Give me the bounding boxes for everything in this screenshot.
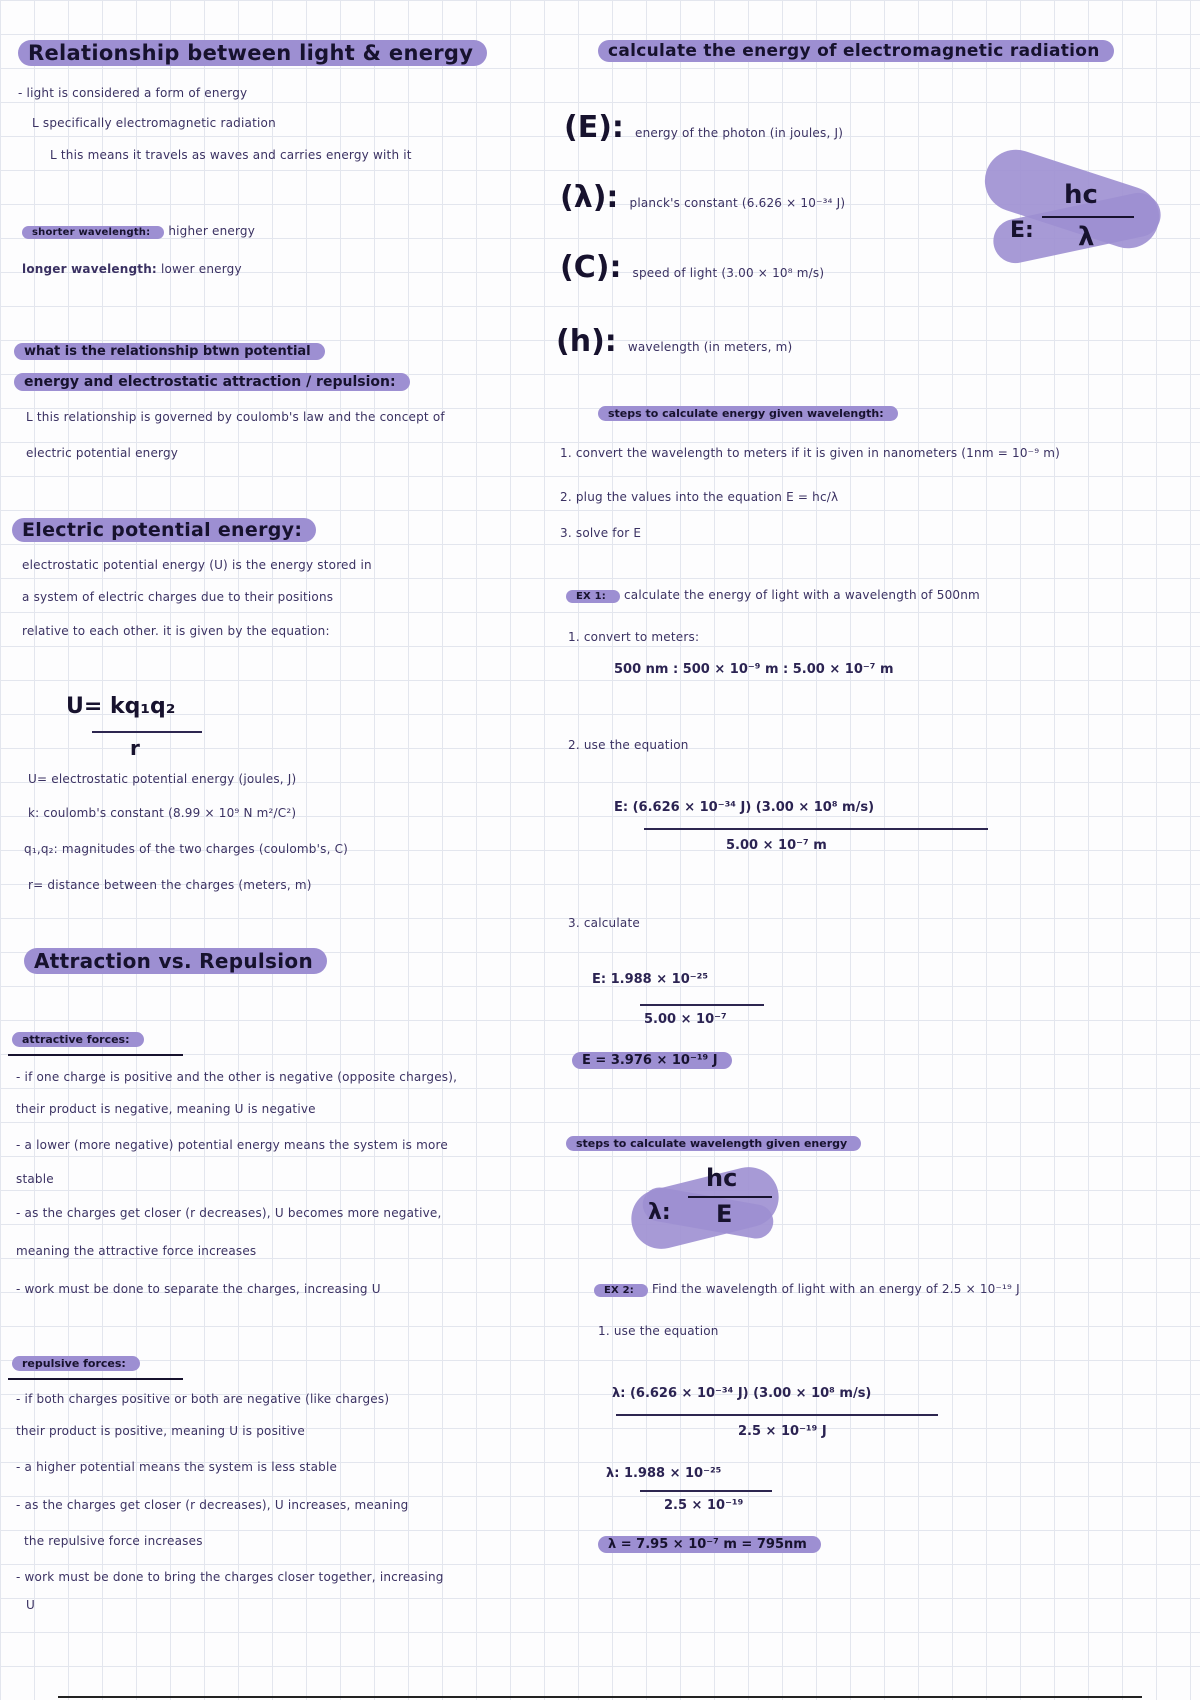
coulomb-denominator: r (130, 736, 140, 760)
example-numerator: λ: (6.626 × 10⁻³⁴ J) (3.00 × 10⁸ m/s) (612, 1386, 872, 1401)
example-1-answer: E = 3.976 × 10⁻¹⁹ J (572, 1052, 732, 1069)
repulsive-line: the repulsive force increases (24, 1534, 203, 1548)
note-line: relative to each other. it is given by the equation: (22, 624, 330, 638)
fraction-bar (616, 1414, 938, 1416)
fraction-bar (640, 1490, 772, 1492)
title-attraction-repulsion: Attraction vs. Repulsion (24, 948, 327, 974)
example-numerator: E: 1.988 × 10⁻²⁵ (592, 972, 709, 987)
title-relationship-b: energy and electrostatic attraction / repulsion: (14, 371, 410, 391)
step-line: 3. solve for E (560, 526, 642, 540)
symbol-row-e (564, 110, 843, 145)
example-step: 2. use the equation (568, 738, 689, 752)
definition-e: energy of the photon (in joules, J) (635, 126, 844, 140)
attractive-line: - a lower (more negative) potential energy means the system is more (16, 1138, 448, 1152)
note-line: electric potential energy (26, 446, 179, 460)
definition-c: speed of light (3.00 × 10⁸ m/s) (632, 266, 825, 280)
steps-energy-title: steps to calculate energy given wavelength: (598, 406, 898, 421)
long-wavelength-row (22, 262, 242, 276)
example-1-header (566, 588, 980, 603)
fraction-bar (688, 1196, 772, 1198)
definition-r: r= distance between the charges (meters, m) (28, 878, 312, 892)
formula-denominator: λ (1078, 222, 1095, 252)
repulsive-line: - a higher potential means the system is less stable (16, 1460, 338, 1474)
symbol-e: (E): (564, 110, 624, 145)
short-wavelength-label: shorter wavelength: (22, 226, 164, 239)
formula-2-numerator: hc (706, 1164, 738, 1192)
formula-2-lhs: λ: (648, 1200, 671, 1225)
repulsive-line: U (26, 1598, 35, 1612)
note-line: a system of electric charges due to their positions (22, 590, 334, 604)
example-denominator: 2.5 × 10⁻¹⁹ (664, 1498, 744, 1513)
formula-lhs: E: (1010, 218, 1034, 243)
definition-k: k: coulomb's constant (8.99 × 10⁹ N m²/C²) (28, 806, 297, 820)
repulsive-line: - as the charges get closer (r decreases), U increases, meaning (16, 1498, 409, 1512)
definition-h: wavelength (in meters, m) (627, 340, 793, 354)
example-step: 1. use the equation (598, 1324, 719, 1338)
note-line: L this means it travels as waves and carries energy with it (50, 148, 412, 162)
symbol-row-c (560, 250, 824, 285)
fraction-bar (1042, 216, 1134, 218)
short-wavelength-row (22, 224, 255, 239)
repulsive-forces-title: repulsive forces: (12, 1356, 140, 1371)
title-light-energy: Relationship between light & energy (18, 40, 487, 66)
symbol-c: (C): (560, 250, 622, 285)
note-line: L this relationship is governed by coulomb's law and the concept of (26, 410, 445, 424)
long-wavelength-label: longer wavelength: (22, 262, 157, 276)
example-2-tag: EX 2: (594, 1284, 648, 1297)
example-2-text: Find the wavelength of light with an energy of 2.5 × 10⁻¹⁹ J (652, 1282, 1020, 1296)
symbol-h: (h): (556, 324, 617, 359)
repulsive-line: - if both charges positive or both are negative (like charges) (16, 1392, 390, 1406)
step-line: 1. convert the wavelength to meters if it is given in nanometers (1nm = 10⁻⁹ m) (560, 446, 1060, 460)
step-line: 2. plug the values into the equation E = hc/λ (560, 490, 839, 504)
long-wavelength-text: lower energy (160, 262, 242, 276)
coulomb-numerator: U= kq₁q₂ (66, 694, 176, 719)
example-denominator: 5.00 × 10⁻⁷ m (726, 838, 827, 853)
note-line: L specifically electromagnetic radiation (32, 116, 276, 130)
symbol-lambda: (λ): (560, 180, 619, 215)
example-step: 3. calculate (568, 916, 640, 930)
title-calc-energy: calculate the energy of electromagnetic radiation (598, 40, 1114, 62)
example-step: 1. convert to meters: (568, 630, 700, 644)
title-electric-potential: Electric potential energy: (12, 518, 316, 542)
example-denominator: 5.00 × 10⁻⁷ (644, 1012, 727, 1027)
underline (8, 1054, 183, 1056)
example-2-header (594, 1282, 1020, 1297)
attractive-line: their product is negative, meaning U is negative (16, 1102, 316, 1116)
fraction-bar (640, 1004, 764, 1006)
short-wavelength-text: higher energy (168, 224, 256, 238)
example-1-text: calculate the energy of light with a wavelength of 500nm (624, 588, 980, 602)
definition-u: U= electrostatic potential energy (joules, J) (28, 772, 297, 786)
definition-lambda: planck's constant (6.626 × 10⁻³⁴ J) (629, 196, 846, 210)
example-conversion: 500 nm : 500 × 10⁻⁹ m : 5.00 × 10⁻⁷ m (614, 662, 894, 677)
example-numerator: λ: 1.988 × 10⁻²⁵ (606, 1466, 722, 1481)
example-1-tag: EX 1: (566, 590, 620, 603)
steps-wavelength-title: steps to calculate wavelength given energy (566, 1136, 861, 1151)
attractive-line: - as the charges get closer (r decreases), U becomes more negative, (16, 1206, 442, 1220)
symbol-row-lambda (560, 180, 845, 215)
title-relationship-a: what is the relationship btwn potential (14, 340, 325, 360)
underline (8, 1378, 183, 1380)
repulsive-line: their product is positive, meaning U is positive (16, 1424, 305, 1438)
formula-numerator: hc (1064, 180, 1098, 210)
symbol-row-h (556, 324, 792, 359)
attractive-line: meaning the attractive force increases (16, 1244, 257, 1258)
note-line: - light is considered a form of energy (18, 86, 248, 100)
attractive-line: stable (16, 1172, 54, 1186)
note-line: electrostatic potential energy (U) is the energy stored in (22, 558, 372, 572)
fraction-bar (92, 731, 202, 733)
example-2-answer: λ = 7.95 × 10⁻⁷ m = 795nm (598, 1536, 821, 1553)
definition-q: q₁,q₂: magnitudes of the two charges (coulomb's, C) (24, 842, 349, 856)
attractive-line: - work must be done to separate the charges, increasing U (16, 1282, 381, 1296)
fraction-bar (644, 828, 988, 830)
repulsive-line: - work must be done to bring the charges closer together, increasing (16, 1570, 444, 1584)
example-numerator: E: (6.626 × 10⁻³⁴ J) (3.00 × 10⁸ m/s) (614, 800, 875, 815)
formula-2-denominator: E (716, 1200, 733, 1228)
attractive-forces-title: attractive forces: (12, 1032, 144, 1047)
example-denominator: 2.5 × 10⁻¹⁹ J (738, 1424, 827, 1439)
attractive-line: - if one charge is positive and the other is negative (opposite charges), (16, 1070, 458, 1084)
bottom-divider (58, 1696, 1142, 1698)
